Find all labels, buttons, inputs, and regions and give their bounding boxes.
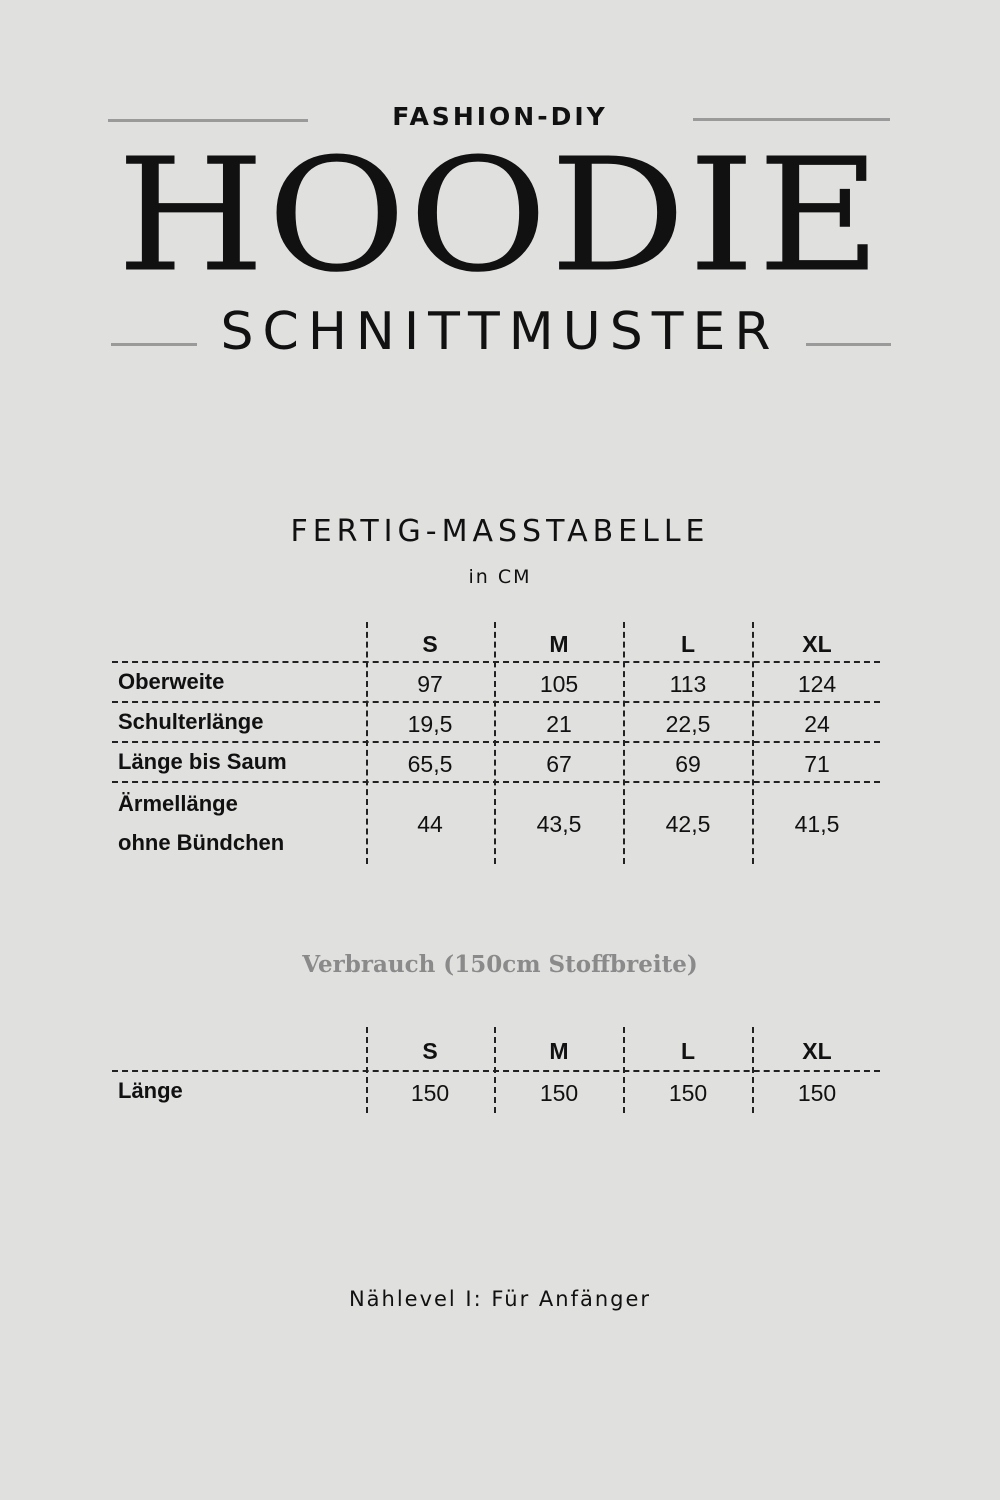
- row-label-schulterlaenge: Schulterlänge: [118, 709, 264, 734]
- table-cell: 67: [546, 751, 572, 777]
- table-col-divider: [623, 622, 625, 864]
- table-cell: 42,5: [665, 811, 711, 837]
- table-cell: 69: [675, 751, 701, 777]
- brand-label: FASHION-DIY: [392, 102, 608, 131]
- row-label-oberweite: Oberweite: [118, 669, 225, 694]
- table-cell: 44: [417, 811, 443, 837]
- table-cell: 97: [417, 671, 443, 697]
- sewing-level-label: Nählevel I: Für Anfänger: [348, 1287, 652, 1311]
- table-cell: 43,5: [536, 811, 582, 837]
- size-header-m: M: [549, 631, 569, 657]
- measurement-table-title: FERTIG-MASSTABELLE: [290, 514, 710, 549]
- consumption-title: Verbrauch (150cm Stoffbreite): [302, 951, 698, 978]
- table-cell: 105: [539, 671, 579, 697]
- row-label-laenge: Länge: [118, 1078, 183, 1103]
- page-subtitle: SCHNITTMUSTER: [220, 302, 780, 362]
- table-col-divider: [494, 622, 496, 864]
- table-cell: 150: [539, 1080, 579, 1106]
- table-row-divider: [112, 781, 880, 783]
- table-cell: 150: [668, 1080, 708, 1106]
- size-header-xl: XL: [802, 1038, 832, 1064]
- table-cell: 21: [546, 711, 572, 737]
- row-label-aermellaenge: Ärmellänge: [118, 791, 238, 816]
- table-row-divider: [112, 661, 880, 663]
- table-col-divider: [366, 622, 368, 864]
- table-cell: 24: [804, 711, 830, 737]
- table-row-divider: [112, 1070, 880, 1072]
- table-cell: 150: [797, 1080, 837, 1106]
- size-header-l: L: [680, 1038, 696, 1064]
- measurement-unit: in CM: [468, 566, 532, 588]
- size-header-s: S: [422, 631, 438, 657]
- row-label-laenge-bis-saum: Länge bis Saum: [118, 749, 287, 774]
- table-cell: 22,5: [665, 711, 711, 737]
- table-cell: 41,5: [794, 811, 840, 837]
- row-label-ohne-buendchen: ohne Bündchen: [118, 830, 285, 855]
- table-cell: 19,5: [407, 711, 453, 737]
- table-cell: 124: [797, 671, 837, 697]
- table-cell: 113: [669, 671, 707, 697]
- size-header-xl: XL: [802, 631, 832, 657]
- table-col-divider: [752, 622, 754, 864]
- table-cell: 65,5: [407, 751, 453, 777]
- table-cell: 71: [804, 751, 830, 777]
- page-title: HOODIE: [116, 125, 884, 308]
- size-header-s: S: [422, 1038, 438, 1064]
- size-header-m: M: [549, 1038, 569, 1064]
- table-cell: 150: [410, 1080, 450, 1106]
- size-header-l: L: [680, 631, 696, 657]
